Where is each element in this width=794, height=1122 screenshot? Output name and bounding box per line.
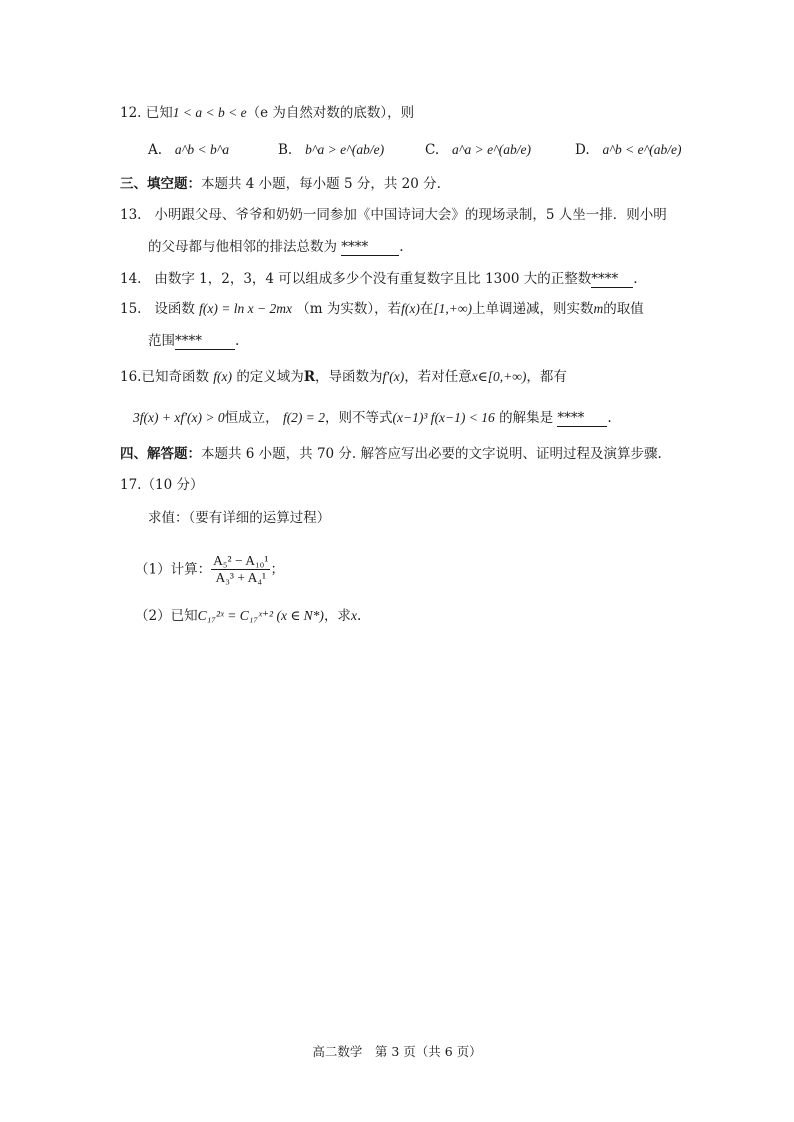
q13-answer-blank[interactable]: ****	[341, 239, 399, 256]
q16-text-a: 已知奇函数	[141, 369, 209, 385]
q15-text-2: 范围	[148, 333, 175, 349]
q12-option-c	[425, 140, 531, 160]
q17-part1-label: （1）计算：	[135, 561, 212, 578]
section4-title: 四、解答题：	[120, 446, 201, 462]
option-label: D.	[575, 142, 590, 158]
q15-m: m	[593, 301, 604, 316]
q14-line	[120, 269, 638, 289]
fraction-numerator: A₅² − A₁₀¹	[213, 553, 269, 568]
q17-part2	[135, 606, 361, 626]
q17-number: 17.	[120, 477, 142, 493]
q16-line2	[133, 408, 612, 428]
q16-R: R	[303, 369, 316, 385]
q16-fpx: f′(x)	[382, 369, 405, 384]
q15-function: f(x) = ln x − 2mx	[199, 301, 292, 316]
q12-stem-prefix: 已知	[145, 105, 173, 121]
page-footer: 高二数学 第 3 页（共 6 页）	[312, 1044, 482, 1059]
q15-period: .	[235, 333, 240, 349]
q16-number: 16.	[120, 369, 142, 385]
option-label: A.	[148, 142, 163, 158]
q16-text-2c: 的解集是	[499, 410, 554, 426]
q17-part1-fraction	[211, 553, 270, 586]
option-label: C.	[425, 142, 440, 158]
q15-interval: [1,+∞)	[433, 301, 472, 316]
q14-answer-blank[interactable]: ****	[591, 271, 633, 288]
option-expr: a^b < b^a	[174, 142, 230, 157]
q15-text-c: 在	[419, 301, 434, 317]
q15-text-e: 的取值	[603, 301, 644, 317]
q14-number: 14.	[120, 271, 142, 287]
section4-desc: 本题共 6 小题，共 70 分. 解答应写出必要的文字说明、证明过程及演算步骤.	[201, 446, 662, 462]
q16-ineq2: (x−1)³ f(x−1) < 16	[392, 410, 495, 425]
q15-text-a: 设函数	[154, 301, 195, 317]
section3-title: 三、填空题：	[120, 176, 201, 192]
q12-option-b	[278, 140, 384, 160]
section4-heading	[120, 444, 662, 464]
q13-text-1: 小明跟父母、爷爷和奶奶一同参加《中国诗词大会》的现场录制，5 人坐一排．则小明	[154, 207, 667, 223]
option-expr: b^a > e^(ab/e)	[305, 142, 385, 157]
q17-intro-text: 求值：（要有详细的运算过程）	[148, 510, 331, 526]
q16-line1	[120, 367, 567, 387]
q15-text-d: 上单调递减，则实数	[471, 301, 594, 317]
q16-f2: f(2) = 2	[282, 410, 326, 425]
fraction-denominator: A₃³ + A₄¹	[215, 570, 267, 585]
q13-line1	[120, 205, 667, 225]
q16-cond: x∈[0,+∞)	[471, 369, 527, 384]
q14-period: .	[633, 271, 638, 287]
section3-desc: 本题共 4 小题，每小题 5 分，共 20 分.	[201, 176, 441, 192]
q14-text: 由数字 1，2，3，4 可以组成多少个没有重复数字且比 1300 大的正整数	[154, 271, 592, 287]
q16-period: .	[607, 410, 612, 426]
q16-text-2b: ，则不等式	[325, 410, 393, 426]
q12-option-d	[575, 140, 682, 160]
q17-intro	[148, 508, 330, 528]
q15-answer-blank[interactable]: ****	[175, 333, 235, 350]
q17-part2-x: x	[350, 608, 357, 623]
q13-line2	[148, 237, 404, 257]
q12-stem-note: （e 为自然对数的底数），则	[246, 105, 415, 121]
q17-part2-period: .	[356, 608, 362, 624]
q16-fx: f(x)	[213, 369, 233, 384]
q16-ineq: 3f(x) + xf′(x) > 0	[133, 410, 225, 425]
q15-line1	[120, 299, 644, 319]
q12-number: 12.	[120, 105, 142, 121]
q16-answer-blank[interactable]: ****	[557, 410, 607, 427]
q17-part1-end: ；	[270, 561, 284, 578]
section3-heading	[120, 174, 441, 194]
q16-text-b: 的定义域为	[236, 369, 304, 385]
q15-text-b: （m 为实数），若	[296, 301, 402, 317]
option-expr: a^b < e^(ab/e)	[602, 142, 682, 157]
q13-period: .	[399, 239, 404, 255]
q16-text-c: ，导函数为	[315, 369, 383, 385]
q15-fx: f(x)	[401, 301, 420, 316]
q16-text-2a: 恒成立，	[224, 410, 279, 426]
q16-text-d: ，若对任意	[404, 369, 472, 385]
q17-part1	[135, 552, 284, 587]
option-expr: a^a > e^(ab/e)	[452, 142, 531, 157]
q13-text-2: 的父母都与他相邻的排法总数为	[148, 239, 337, 255]
q17-part2-label: （2）已知	[135, 608, 198, 624]
q17-part2-expr: C₁₇²ˣ = C₁₇ˣ⁺² (x ∈ N*)	[197, 608, 324, 623]
q15-number: 15.	[120, 301, 142, 317]
q16-text-e: ，都有	[526, 369, 567, 385]
q13-number: 13.	[120, 207, 142, 223]
q17-score: （10 分）	[141, 477, 204, 493]
q17-part2-end: ，求	[323, 608, 351, 624]
q12-stem	[120, 103, 414, 123]
option-label: B.	[278, 142, 293, 158]
q12-stem-math: 1 < a < b < e	[172, 105, 247, 120]
q17-header	[120, 475, 203, 495]
q15-line2	[148, 331, 239, 351]
q12-option-a	[148, 140, 229, 160]
